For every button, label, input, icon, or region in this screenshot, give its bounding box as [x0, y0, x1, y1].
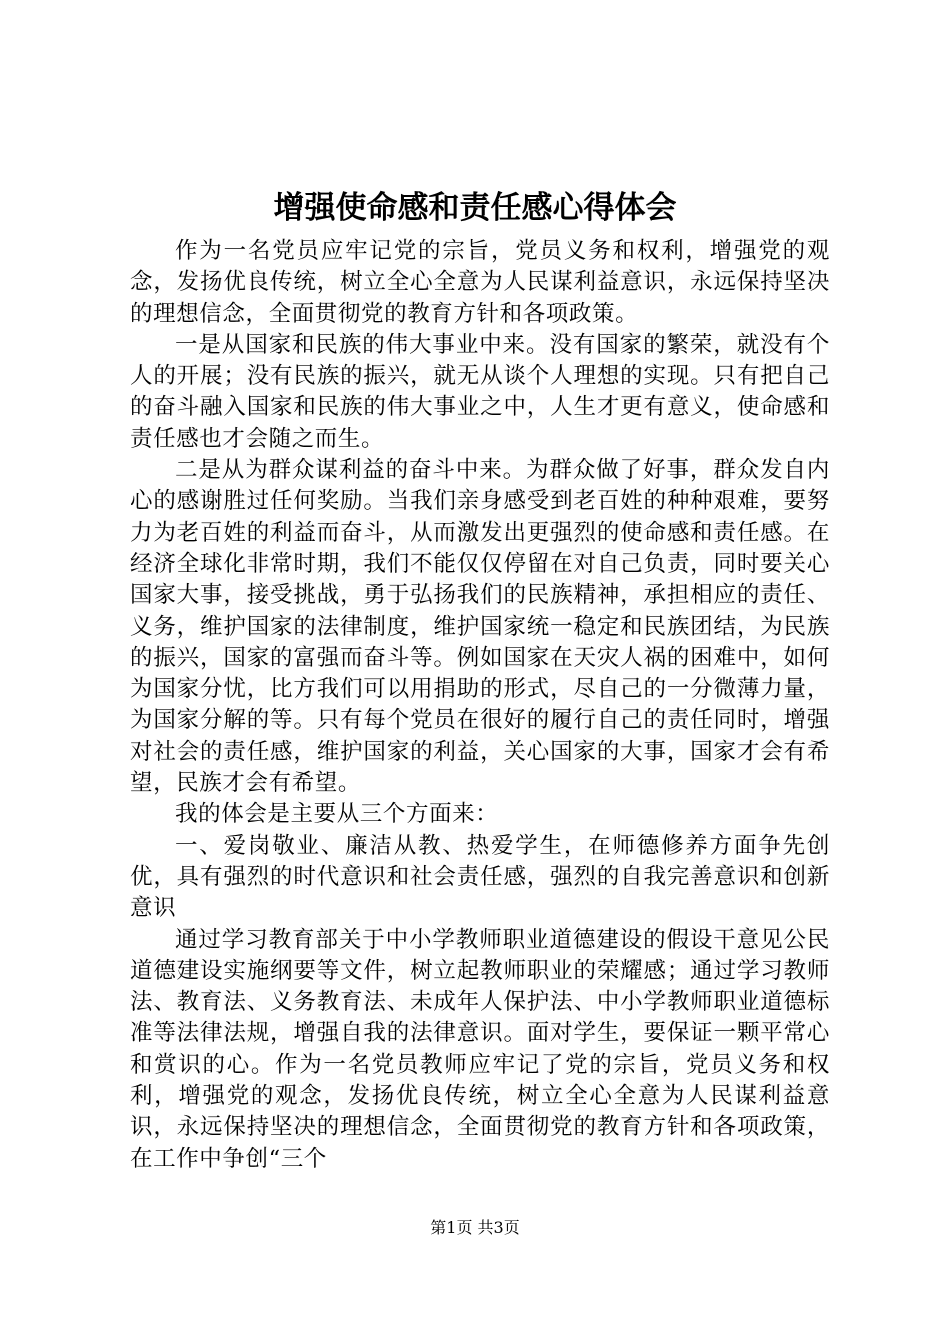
paragraph: 作为一名党员应牢记党的宗旨，党员义务和权利，增强党的观念，发扬优良传统，树立全心全意为人民谋利益意识，永远保持坚决的理想信念，全面贯彻党的教育方针和各项政策。 [130, 238, 830, 327]
document-title: 增强使命感和责任感心得体会 [273, 190, 677, 226]
page-number-footer: 第1页 共3页 [430, 1218, 520, 1237]
paragraph: 一是从国家和民族的伟大事业中来。没有国家的繁荣，就没有个人的开展；没有民族的振兴，就无从谈个人理想的实现。只有把自己的奋斗融入国家和民族的伟大事业之中，人生才更有意义，使命感和责任感也才会随之而生。 [130, 331, 830, 452]
paragraph: 我的体会是主要从三个方面来： [175, 801, 499, 828]
paragraph: 二是从为群众谋利益的奋斗中来。为群众做了好事，群众发自内心的感谢胜过任何奖励。当我们亲身感受到老百姓的种种艰难，要努力为老百姓的利益而奋斗，从而激发出更强烈的使命感和责任感。在经济全球化非常时期，我们不能仅仅停留在对自己负责，同时要关心国家大事，接受挑战，勇于弘扬我们的民族精神，承担相应的责任、义务，维护国家的法律制度，维护国家统一稳定和民族团结，为民族的振兴，国家的富强而奋斗等。例如国家在天灾人祸的困难中，如何为国家分忧，比方我们可以用捐助的形式，尽自己的一分微薄力量，为国家分解的等。只有每个党员在很好的履行自己的责任同时，增强对社会的责任感，维护国家的利益，关心国家的大事，国家才会有希望，民族才会有希望。 [130, 457, 830, 797]
paragraph: 通过学习教育部关于中小学教师职业道德建设的假设干意见公民道德建设实施纲要等文件，树立起教师职业的荣耀感；通过学习教师法、教育法、义务教育法、未成年人保护法、中小学教师职业道德标准等法律法规，增强自我的法律意识。面对学生，要保证一颗平常心和赏识的心。作为一名党员教师应牢记了党的宗旨，党员义务和权利，增强党的观念，发扬优良传统，树立全心全意为人民谋利益意识，永远保持坚决的理想信念，全面贯彻党的教育方针和各项政策，在工作中争创“三个 [130, 926, 830, 1172]
document-body [130, 236, 830, 1175]
paragraph: 一、爱岗敬业、廉洁从教、热爱学生，在师德修养方面争先创优，具有强烈的时代意识和社会责任感，强烈的自我完善意识和创新意识 [130, 832, 830, 922]
